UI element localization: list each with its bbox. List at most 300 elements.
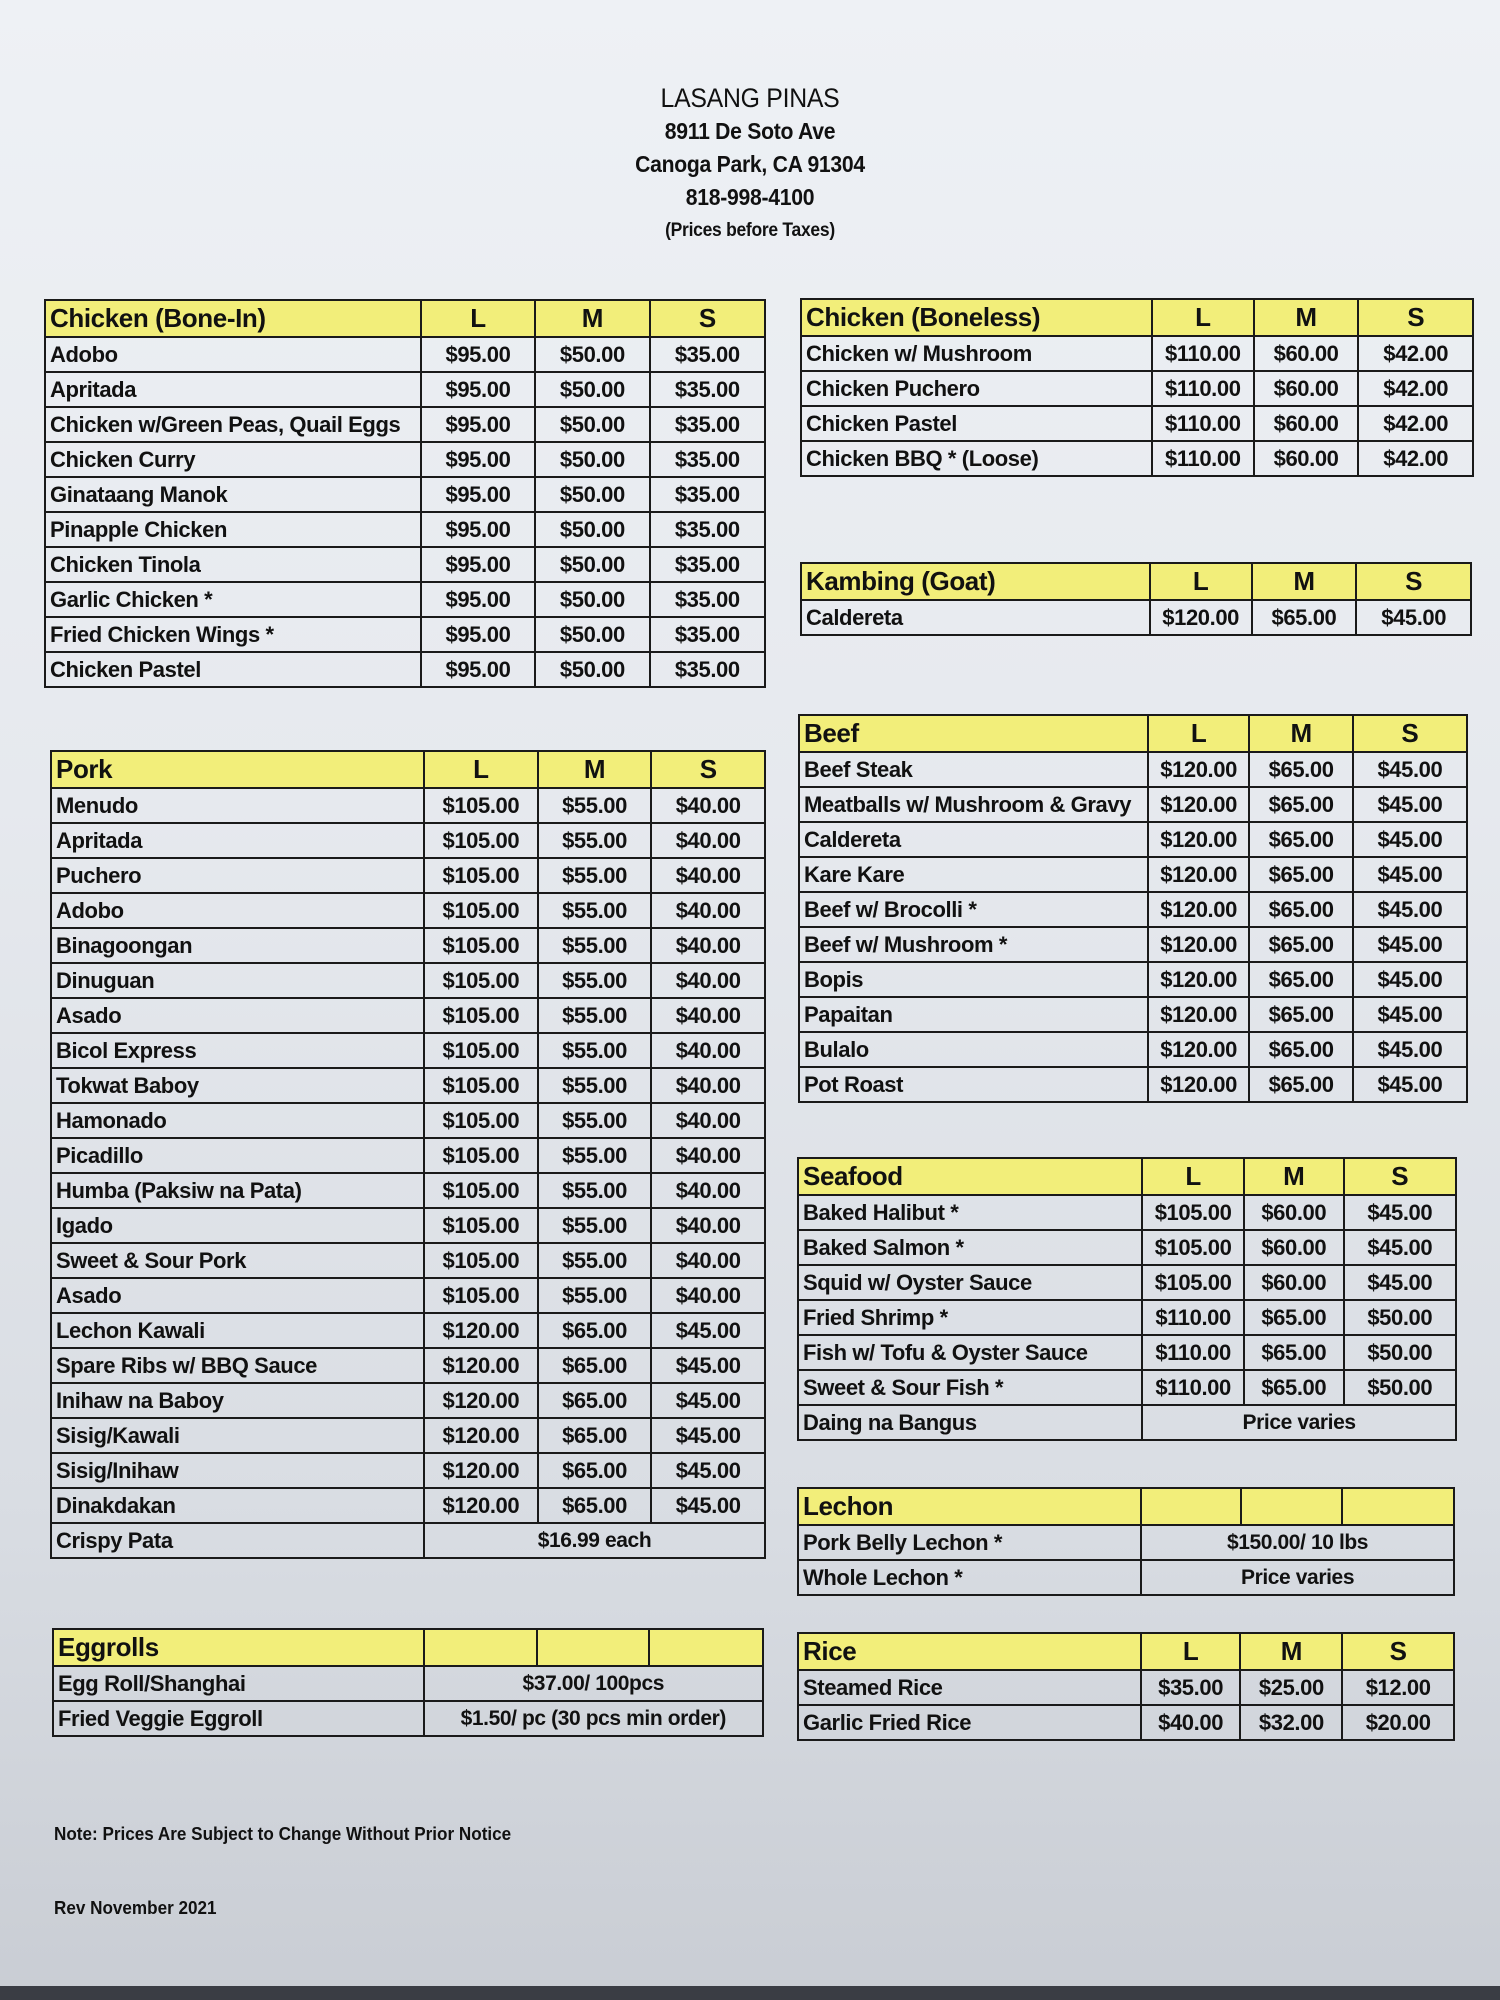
price-m: $65.00 bbox=[538, 1348, 652, 1383]
price-m: $65.00 bbox=[1249, 822, 1352, 857]
section-title: Kambing (Goat) bbox=[801, 563, 1150, 600]
price-l: $95.00 bbox=[421, 337, 535, 372]
price-s: $42.00 bbox=[1358, 406, 1473, 441]
price-s: $45.00 bbox=[651, 1488, 765, 1523]
menu-item-row bbox=[801, 441, 1473, 476]
price-s: $40.00 bbox=[651, 893, 765, 928]
size-column-header: S bbox=[1358, 299, 1473, 336]
rice-table bbox=[797, 1632, 1455, 1741]
item-name: Chicken Pastel bbox=[45, 652, 421, 687]
price-m: $65.00 bbox=[538, 1453, 652, 1488]
price-l: $105.00 bbox=[424, 858, 538, 893]
size-column-header: S bbox=[1342, 1633, 1454, 1670]
menu-item-row bbox=[45, 442, 765, 477]
price-l: $120.00 bbox=[1148, 752, 1250, 787]
price-s: $45.00 bbox=[1353, 1032, 1467, 1067]
menu-item-row bbox=[51, 1033, 765, 1068]
size-column-header bbox=[649, 1629, 763, 1666]
menu-item-row bbox=[51, 788, 765, 823]
section-header-row bbox=[798, 1158, 1456, 1195]
menu-item-row bbox=[51, 1243, 765, 1278]
price-l: $120.00 bbox=[1148, 787, 1250, 822]
price-l: $110.00 bbox=[1152, 441, 1254, 476]
city-address: Canoga Park, CA 91304 bbox=[635, 151, 865, 177]
section-title: Eggrolls bbox=[53, 1629, 424, 1666]
price-m: $50.00 bbox=[535, 407, 649, 442]
price-m: $55.00 bbox=[538, 963, 652, 998]
chicken-boneless-table bbox=[800, 298, 1474, 477]
menu-item-row bbox=[798, 1405, 1456, 1440]
size-column-header bbox=[1241, 1488, 1343, 1525]
menu-item-row bbox=[51, 1208, 765, 1243]
item-name: Chicken BBQ * (Loose) bbox=[801, 441, 1152, 476]
menu-item-row bbox=[51, 963, 765, 998]
item-name: Bicol Express bbox=[51, 1033, 424, 1068]
size-column-header bbox=[424, 1629, 538, 1666]
price-m: $65.00 bbox=[1249, 997, 1352, 1032]
price-s: $35.00 bbox=[650, 652, 765, 687]
menu-item-row bbox=[801, 371, 1473, 406]
menu-item-row bbox=[51, 928, 765, 963]
price-s: $35.00 bbox=[650, 442, 765, 477]
menu-item-row bbox=[45, 652, 765, 687]
size-column-header: L bbox=[1150, 563, 1252, 600]
price-m: $65.00 bbox=[1249, 752, 1352, 787]
size-column-header: M bbox=[1252, 563, 1357, 600]
price-s: $42.00 bbox=[1358, 371, 1473, 406]
menu-item-row bbox=[45, 477, 765, 512]
size-column-header: S bbox=[1344, 1158, 1456, 1195]
item-name: Crispy Pata bbox=[51, 1523, 424, 1558]
price-m: $65.00 bbox=[1249, 1032, 1352, 1067]
price-s: $42.00 bbox=[1358, 336, 1473, 371]
price-l: $120.00 bbox=[424, 1488, 538, 1523]
price-s: $45.00 bbox=[651, 1418, 765, 1453]
price-s: $45.00 bbox=[1353, 822, 1467, 857]
price-l: $120.00 bbox=[1150, 600, 1252, 635]
price-s: $45.00 bbox=[1353, 962, 1467, 997]
price-s: $35.00 bbox=[650, 337, 765, 372]
price-l: $95.00 bbox=[421, 512, 535, 547]
section-header-row bbox=[51, 751, 765, 788]
menu-item-row bbox=[798, 1525, 1454, 1560]
price-s: $35.00 bbox=[650, 617, 765, 652]
price-l: $105.00 bbox=[424, 1103, 538, 1138]
menu-item-row bbox=[798, 1370, 1456, 1405]
price-l: $120.00 bbox=[1148, 997, 1250, 1032]
price-s: $35.00 bbox=[650, 582, 765, 617]
item-name: Dinuguan bbox=[51, 963, 424, 998]
item-name: Garlic Fried Rice bbox=[798, 1705, 1141, 1740]
menu-item-row bbox=[799, 822, 1467, 857]
menu-item-row bbox=[45, 407, 765, 442]
price-m: $65.00 bbox=[1249, 927, 1352, 962]
price-l: $120.00 bbox=[424, 1313, 538, 1348]
menu-item-row bbox=[799, 787, 1467, 822]
price-l: $105.00 bbox=[1142, 1265, 1244, 1300]
price-m: $65.00 bbox=[1249, 857, 1352, 892]
menu-header bbox=[0, 82, 1500, 247]
item-name: Caldereta bbox=[799, 822, 1148, 857]
item-name: Fried Chicken Wings * bbox=[45, 617, 421, 652]
section-title: Lechon bbox=[798, 1488, 1141, 1525]
menu-item-row bbox=[798, 1560, 1454, 1595]
price-m: $65.00 bbox=[1244, 1300, 1344, 1335]
item-name: Beef w/ Mushroom * bbox=[799, 927, 1148, 962]
price-s: $45.00 bbox=[1353, 892, 1467, 927]
item-name: Caldereta bbox=[801, 600, 1150, 635]
price-m: $55.00 bbox=[538, 1068, 652, 1103]
price-s: $40.00 bbox=[651, 788, 765, 823]
price-s: $40.00 bbox=[651, 858, 765, 893]
item-name: Picadillo bbox=[51, 1138, 424, 1173]
section-header-row bbox=[53, 1629, 763, 1666]
price-m: $65.00 bbox=[538, 1313, 652, 1348]
eggrolls-table bbox=[52, 1628, 764, 1737]
price-l: $110.00 bbox=[1142, 1300, 1244, 1335]
menu-item-row bbox=[51, 1138, 765, 1173]
seafood-table bbox=[797, 1157, 1457, 1441]
menu-item-row bbox=[798, 1265, 1456, 1300]
section-header-row bbox=[801, 563, 1471, 600]
price-l: $95.00 bbox=[421, 652, 535, 687]
size-column-header: M bbox=[1254, 299, 1359, 336]
menu-item-row bbox=[51, 1523, 765, 1558]
price-l: $95.00 bbox=[421, 477, 535, 512]
size-column-header bbox=[1342, 1488, 1454, 1525]
item-name: Tokwat Baboy bbox=[51, 1068, 424, 1103]
price-l: $110.00 bbox=[1142, 1335, 1244, 1370]
menu-item-row bbox=[798, 1705, 1454, 1740]
item-name: Bopis bbox=[799, 962, 1148, 997]
item-name: Chicken Curry bbox=[45, 442, 421, 477]
section-title: Chicken (Boneless) bbox=[801, 299, 1152, 336]
item-name: Garlic Chicken * bbox=[45, 582, 421, 617]
menu-item-row bbox=[799, 1032, 1467, 1067]
menu-item-row bbox=[799, 927, 1467, 962]
menu-item-row bbox=[51, 1348, 765, 1383]
item-name: Asado bbox=[51, 1278, 424, 1313]
item-name: Kare Kare bbox=[799, 857, 1148, 892]
item-name: Chicken w/ Mushroom bbox=[801, 336, 1152, 371]
size-column-header bbox=[537, 1629, 649, 1666]
price-l: $120.00 bbox=[424, 1453, 538, 1488]
menu-item-row bbox=[45, 337, 765, 372]
price-m: $65.00 bbox=[538, 1418, 652, 1453]
price-l: $120.00 bbox=[1148, 1032, 1250, 1067]
menu-item-row bbox=[798, 1300, 1456, 1335]
price-s: $40.00 bbox=[651, 998, 765, 1033]
price-l: $95.00 bbox=[421, 582, 535, 617]
price-s: $45.00 bbox=[1353, 787, 1467, 822]
price-m: $55.00 bbox=[538, 1103, 652, 1138]
price-s: $42.00 bbox=[1358, 441, 1473, 476]
price-m: $60.00 bbox=[1254, 406, 1359, 441]
size-column-header: M bbox=[1240, 1633, 1342, 1670]
section-title: Rice bbox=[798, 1633, 1141, 1670]
price-l: $120.00 bbox=[424, 1418, 538, 1453]
item-name: Sweet & Sour Pork bbox=[51, 1243, 424, 1278]
menu-item-row bbox=[45, 617, 765, 652]
price-l: $95.00 bbox=[421, 372, 535, 407]
lechon-table bbox=[797, 1487, 1455, 1596]
price-m: $55.00 bbox=[538, 1243, 652, 1278]
price-m: $65.00 bbox=[1249, 787, 1352, 822]
price-s: $12.00 bbox=[1342, 1670, 1454, 1705]
menu-item-row bbox=[51, 1383, 765, 1418]
price-m: $50.00 bbox=[535, 337, 649, 372]
item-name: Whole Lechon * bbox=[798, 1560, 1141, 1595]
item-name: Hamonado bbox=[51, 1103, 424, 1138]
price-m: $55.00 bbox=[538, 1033, 652, 1068]
price-m: $65.00 bbox=[1249, 892, 1352, 927]
item-name: Puchero bbox=[51, 858, 424, 893]
menu-item-row bbox=[799, 857, 1467, 892]
price-m: $55.00 bbox=[538, 928, 652, 963]
chicken-bone-in-table bbox=[44, 299, 766, 688]
price-l: $105.00 bbox=[424, 788, 538, 823]
item-name: Steamed Rice bbox=[798, 1670, 1141, 1705]
price-l: $110.00 bbox=[1152, 406, 1254, 441]
price-l: $120.00 bbox=[1148, 927, 1250, 962]
menu-item-row bbox=[45, 372, 765, 407]
menu-item-row bbox=[51, 858, 765, 893]
menu-item-row bbox=[798, 1670, 1454, 1705]
price-s: $40.00 bbox=[651, 1278, 765, 1313]
price-l: $110.00 bbox=[1152, 336, 1254, 371]
item-name: Chicken Tinola bbox=[45, 547, 421, 582]
price-s: $40.00 bbox=[651, 1103, 765, 1138]
item-name: Fried Shrimp * bbox=[798, 1300, 1142, 1335]
price-m: $60.00 bbox=[1254, 441, 1359, 476]
menu-item-row bbox=[53, 1666, 763, 1701]
menu-item-row bbox=[799, 1067, 1467, 1102]
price-s: $40.00 bbox=[651, 1068, 765, 1103]
item-name: Fish w/ Tofu & Oyster Sauce bbox=[798, 1335, 1142, 1370]
item-name: Sweet & Sour Fish * bbox=[798, 1370, 1142, 1405]
menu-item-row bbox=[51, 1453, 765, 1488]
price-m: $55.00 bbox=[538, 823, 652, 858]
price-l: $105.00 bbox=[424, 823, 538, 858]
price-s: $45.00 bbox=[1353, 857, 1467, 892]
price-l: $95.00 bbox=[421, 617, 535, 652]
price-s: $45.00 bbox=[1353, 752, 1467, 787]
price-m: $65.00 bbox=[1249, 1067, 1352, 1102]
price-m: $55.00 bbox=[538, 1173, 652, 1208]
price-l: $105.00 bbox=[424, 1173, 538, 1208]
price-s: $45.00 bbox=[651, 1453, 765, 1488]
item-name: Egg Roll/Shanghai bbox=[53, 1666, 424, 1701]
item-name: Sisig/Inihaw bbox=[51, 1453, 424, 1488]
item-name: Inihaw na Baboy bbox=[51, 1383, 424, 1418]
menu-item-row bbox=[801, 406, 1473, 441]
item-price: Price varies bbox=[1142, 1405, 1456, 1440]
price-m: $50.00 bbox=[535, 512, 649, 547]
price-change-note: Note: Prices Are Subject to Change Without Prior Notice bbox=[54, 1824, 512, 1844]
price-l: $35.00 bbox=[1141, 1670, 1241, 1705]
item-name: Pinapple Chicken bbox=[45, 512, 421, 547]
menu-item-row bbox=[51, 893, 765, 928]
item-name: Igado bbox=[51, 1208, 424, 1243]
price-l: $120.00 bbox=[1148, 1067, 1250, 1102]
menu-item-row bbox=[799, 997, 1467, 1032]
item-price: $16.99 each bbox=[424, 1523, 765, 1558]
menu-item-row bbox=[801, 336, 1473, 371]
item-name: Pork Belly Lechon * bbox=[798, 1525, 1141, 1560]
price-m: $65.00 bbox=[538, 1383, 652, 1418]
menu-item-row bbox=[51, 1418, 765, 1453]
price-m: $50.00 bbox=[535, 547, 649, 582]
size-column-header: S bbox=[1356, 563, 1471, 600]
section-header-row bbox=[45, 300, 765, 337]
price-l: $120.00 bbox=[424, 1383, 538, 1418]
price-m: $65.00 bbox=[1252, 600, 1357, 635]
price-m: $60.00 bbox=[1244, 1265, 1344, 1300]
size-column-header: L bbox=[1148, 715, 1250, 752]
price-l: $105.00 bbox=[1142, 1195, 1244, 1230]
item-price: $1.50/ pc (30 pcs min order) bbox=[424, 1701, 763, 1736]
price-s: $45.00 bbox=[1344, 1265, 1456, 1300]
price-l: $105.00 bbox=[424, 1033, 538, 1068]
price-m: $60.00 bbox=[1254, 371, 1359, 406]
item-name: Pot Roast bbox=[799, 1067, 1148, 1102]
menu-item-row bbox=[799, 752, 1467, 787]
section-header-row bbox=[798, 1633, 1454, 1670]
price-s: $45.00 bbox=[1353, 927, 1467, 962]
price-s: $40.00 bbox=[651, 1138, 765, 1173]
menu-item-row bbox=[51, 998, 765, 1033]
item-name: Chicken Pastel bbox=[801, 406, 1152, 441]
menu-item-row bbox=[51, 1173, 765, 1208]
pork-table bbox=[50, 750, 766, 1559]
restaurant-name: LASANG PINAS bbox=[660, 83, 840, 113]
price-m: $60.00 bbox=[1244, 1230, 1344, 1265]
size-column-header: L bbox=[1141, 1633, 1241, 1670]
menu-item-row bbox=[45, 547, 765, 582]
menu-item-row bbox=[798, 1195, 1456, 1230]
price-l: $95.00 bbox=[421, 547, 535, 582]
price-s: $20.00 bbox=[1342, 1705, 1454, 1740]
price-s: $45.00 bbox=[651, 1383, 765, 1418]
price-m: $50.00 bbox=[535, 582, 649, 617]
beef-table bbox=[798, 714, 1468, 1103]
size-column-header: L bbox=[424, 751, 538, 788]
item-name: Dinakdakan bbox=[51, 1488, 424, 1523]
price-s: $40.00 bbox=[651, 1208, 765, 1243]
price-s: $40.00 bbox=[651, 1243, 765, 1278]
price-m: $65.00 bbox=[1244, 1335, 1344, 1370]
size-column-header: M bbox=[1244, 1158, 1344, 1195]
price-s: $40.00 bbox=[651, 823, 765, 858]
price-s: $45.00 bbox=[651, 1313, 765, 1348]
menu-item-row bbox=[51, 1313, 765, 1348]
section-header-row bbox=[801, 299, 1473, 336]
price-m: $50.00 bbox=[535, 372, 649, 407]
price-l: $120.00 bbox=[1148, 962, 1250, 997]
menu-item-row bbox=[45, 582, 765, 617]
price-m: $55.00 bbox=[538, 858, 652, 893]
item-name: Asado bbox=[51, 998, 424, 1033]
item-name: Chicken Puchero bbox=[801, 371, 1152, 406]
price-s: $45.00 bbox=[1356, 600, 1471, 635]
price-l: $105.00 bbox=[1142, 1230, 1244, 1265]
menu-item-row bbox=[798, 1230, 1456, 1265]
item-price: $150.00/ 10 lbs bbox=[1141, 1525, 1454, 1560]
size-column-header: M bbox=[535, 300, 649, 337]
size-column-header: M bbox=[1249, 715, 1352, 752]
price-s: $40.00 bbox=[651, 963, 765, 998]
tax-note: (Prices before Taxes) bbox=[665, 220, 835, 241]
section-header-row bbox=[798, 1488, 1454, 1525]
section-title: Seafood bbox=[798, 1158, 1142, 1195]
item-name: Beef w/ Brocolli * bbox=[799, 892, 1148, 927]
size-column-header: L bbox=[421, 300, 535, 337]
price-s: $45.00 bbox=[1344, 1230, 1456, 1265]
price-l: $95.00 bbox=[421, 442, 535, 477]
price-l: $110.00 bbox=[1142, 1370, 1244, 1405]
item-name: Binagoongan bbox=[51, 928, 424, 963]
price-s: $35.00 bbox=[650, 477, 765, 512]
item-name: Lechon Kawali bbox=[51, 1313, 424, 1348]
menu-item-row bbox=[51, 1068, 765, 1103]
price-l: $40.00 bbox=[1141, 1705, 1241, 1740]
menu-item-row bbox=[51, 1103, 765, 1138]
menu-item-row bbox=[799, 892, 1467, 927]
price-s: $35.00 bbox=[650, 512, 765, 547]
price-l: $105.00 bbox=[424, 1068, 538, 1103]
size-column-header: L bbox=[1142, 1158, 1244, 1195]
price-m: $50.00 bbox=[535, 617, 649, 652]
price-m: $55.00 bbox=[538, 1208, 652, 1243]
item-name: Fried Veggie Eggroll bbox=[53, 1701, 424, 1736]
item-name: Adobo bbox=[45, 337, 421, 372]
item-name: Sisig/Kawali bbox=[51, 1418, 424, 1453]
item-price: Price varies bbox=[1141, 1560, 1454, 1595]
item-name: Meatballs w/ Mushroom & Gravy bbox=[799, 787, 1148, 822]
price-l: $105.00 bbox=[424, 893, 538, 928]
price-l: $120.00 bbox=[1148, 822, 1250, 857]
size-column-header: S bbox=[651, 751, 765, 788]
price-s: $35.00 bbox=[650, 547, 765, 582]
price-m: $55.00 bbox=[538, 1278, 652, 1313]
price-s: $50.00 bbox=[1344, 1335, 1456, 1370]
size-column-header bbox=[1141, 1488, 1241, 1525]
price-m: $60.00 bbox=[1244, 1195, 1344, 1230]
price-l: $105.00 bbox=[424, 1243, 538, 1278]
menu-item-row bbox=[51, 823, 765, 858]
street-address: 8911 De Soto Ave bbox=[664, 118, 836, 144]
revision-date: Rev November 2021 bbox=[54, 1898, 217, 1918]
menu-item-row bbox=[801, 600, 1471, 635]
price-s: $45.00 bbox=[651, 1348, 765, 1383]
item-price: $37.00/ 100pcs bbox=[424, 1666, 763, 1701]
price-l: $105.00 bbox=[424, 1278, 538, 1313]
price-s: $45.00 bbox=[1344, 1195, 1456, 1230]
price-m: $65.00 bbox=[1244, 1370, 1344, 1405]
item-name: Baked Halibut * bbox=[798, 1195, 1142, 1230]
size-column-header: L bbox=[1152, 299, 1254, 336]
phone-number: 818-998-4100 bbox=[685, 184, 815, 210]
item-name: Daing na Bangus bbox=[798, 1405, 1142, 1440]
item-name: Apritada bbox=[51, 823, 424, 858]
price-l: $120.00 bbox=[424, 1348, 538, 1383]
price-m: $50.00 bbox=[535, 442, 649, 477]
price-m: $65.00 bbox=[1249, 962, 1352, 997]
menu-item-row bbox=[51, 1278, 765, 1313]
item-name: Papaitan bbox=[799, 997, 1148, 1032]
price-l: $110.00 bbox=[1152, 371, 1254, 406]
section-header-row bbox=[799, 715, 1467, 752]
